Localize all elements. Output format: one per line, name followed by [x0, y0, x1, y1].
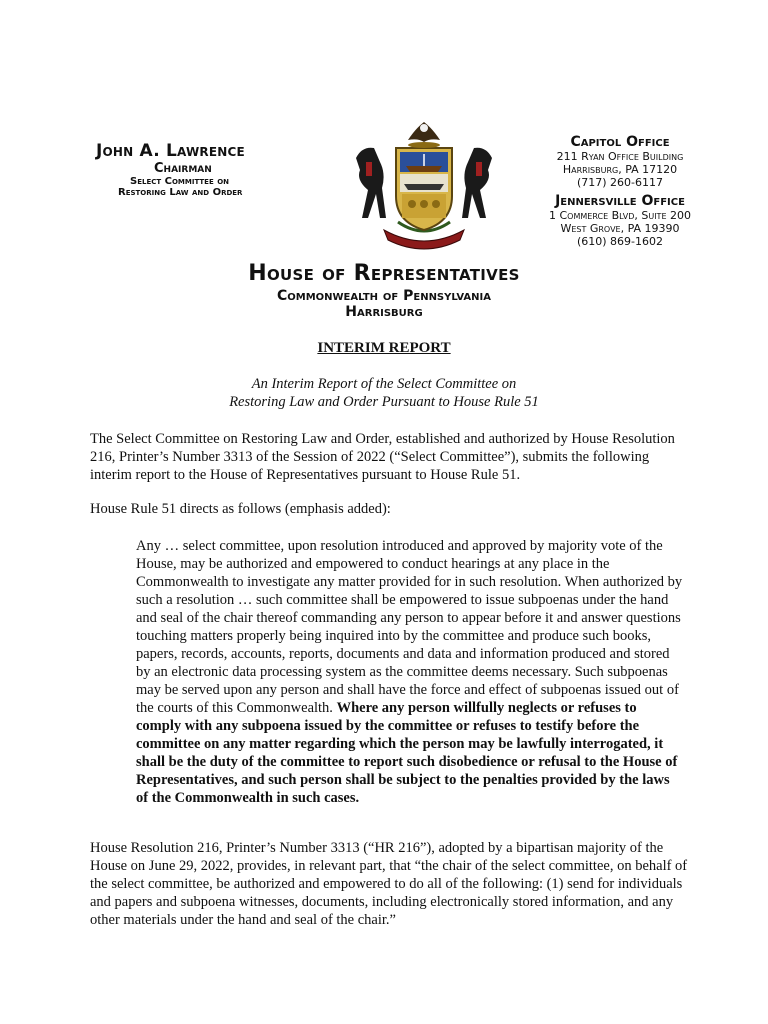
- capitol-office-phone: (717) 260-6117: [576, 176, 664, 189]
- rule-51-block-quote: [136, 537, 684, 807]
- house-title: House of Representatives: [248, 261, 520, 286]
- committee-name-line1: Select Committee on: [130, 176, 230, 187]
- report-heading: INTERIM REPORT: [317, 340, 451, 356]
- chairman-block: [96, 142, 316, 198]
- capitol-office-address-line: 211 Ryan Office Building: [556, 150, 684, 163]
- committee-name-line2: Restoring Law and Order: [118, 187, 243, 198]
- intro-paragraph: The Select Committee on Restoring Law and Order, established and authorized by House Resolution 216, Printer’s Number 3313 of the Session of 2022 (“Select Committee”), submits the following interim report to the House of Representatives pursuant to House Rule 51.: [90, 431, 675, 483]
- jennersville-office-city-line: West Grove, PA 19390: [560, 222, 680, 235]
- commonwealth-subtitle: Commonwealth of Pennsylvania: [276, 288, 492, 304]
- jennersville-office-address-line: 1 Commerce Blvd, Suite 200: [548, 209, 691, 222]
- city-line: Harrisburg: [345, 304, 423, 320]
- chairman-title: Chairman: [154, 161, 212, 176]
- report-subtitle-line1: An Interim Report of the Select Committee on: [251, 376, 517, 392]
- chairman-name: John A. Lawrence: [96, 141, 245, 161]
- house-header: [0, 262, 768, 320]
- office-addresses: [520, 134, 720, 248]
- jennersville-office-phone: (610) 869-1602: [576, 235, 664, 248]
- resolution-paragraph: House Resolution 216, Printer’s Number 3313 (“HR 216”), adopted by a bipartisan majority of the House on June 29, 2022, provides, in relevant part, that “the chair of the select committee, on behalf of the select committee, be authorized and empowered to do all of the following: (1) send for individuals and papers and subpoena witnesses, documents, including electronically stored information, and any other materials under the hand and seal of the chair.”: [90, 840, 688, 928]
- quote-plain-text: Any … select committee, upon resolution introduced and approved by majority vote of the House, may be authorized and empowered to conduct hearings at any place in the Commonwealth to investigate any matter provided for in such resolution. When authorized by such a resolution … such committee shall be empowered to issue subpoenas under the hand and seal of the chair thereof commanding any person to appear before it and answer questions touching matters properly being inquired into by the committee and produce such books, papers, records, accounts, reports, documents and data and information produced and stored by an electronic data processing system as the committee deems necessary. Such subpoenas may be served upon any person and shall have the force and effect of subpoenas issued out of the courts of this Commonwealth.: [136, 538, 683, 716]
- pennsylvania-coat-of-arms-icon: [346, 118, 502, 250]
- rule-intro-paragraph: House Rule 51 directs as follows (emphasis added):: [90, 501, 391, 517]
- capitol-office-title: Capitol Office: [570, 134, 670, 150]
- report-subtitle-line2: Restoring Law and Order Pursuant to House Rule 51: [229, 394, 539, 410]
- quote-emphasized-text: Where any person willfully neglects or refuses to comply with any subpoena issued by the committee or refuses to testify before the committee on any matter regarding which the person may be lawfully interrogated, it shall be the duty of the committee to report such disobedience or refusal to the House of Representatives, and such person shall be subject to the penalties provided by the laws of the Commonwealth in such cases.: [136, 700, 678, 806]
- jennersville-office-title: Jennersville Office: [555, 193, 685, 209]
- capitol-office-city-line: Harrisburg, PA 17120: [562, 163, 678, 176]
- report-subtitle: [0, 375, 768, 411]
